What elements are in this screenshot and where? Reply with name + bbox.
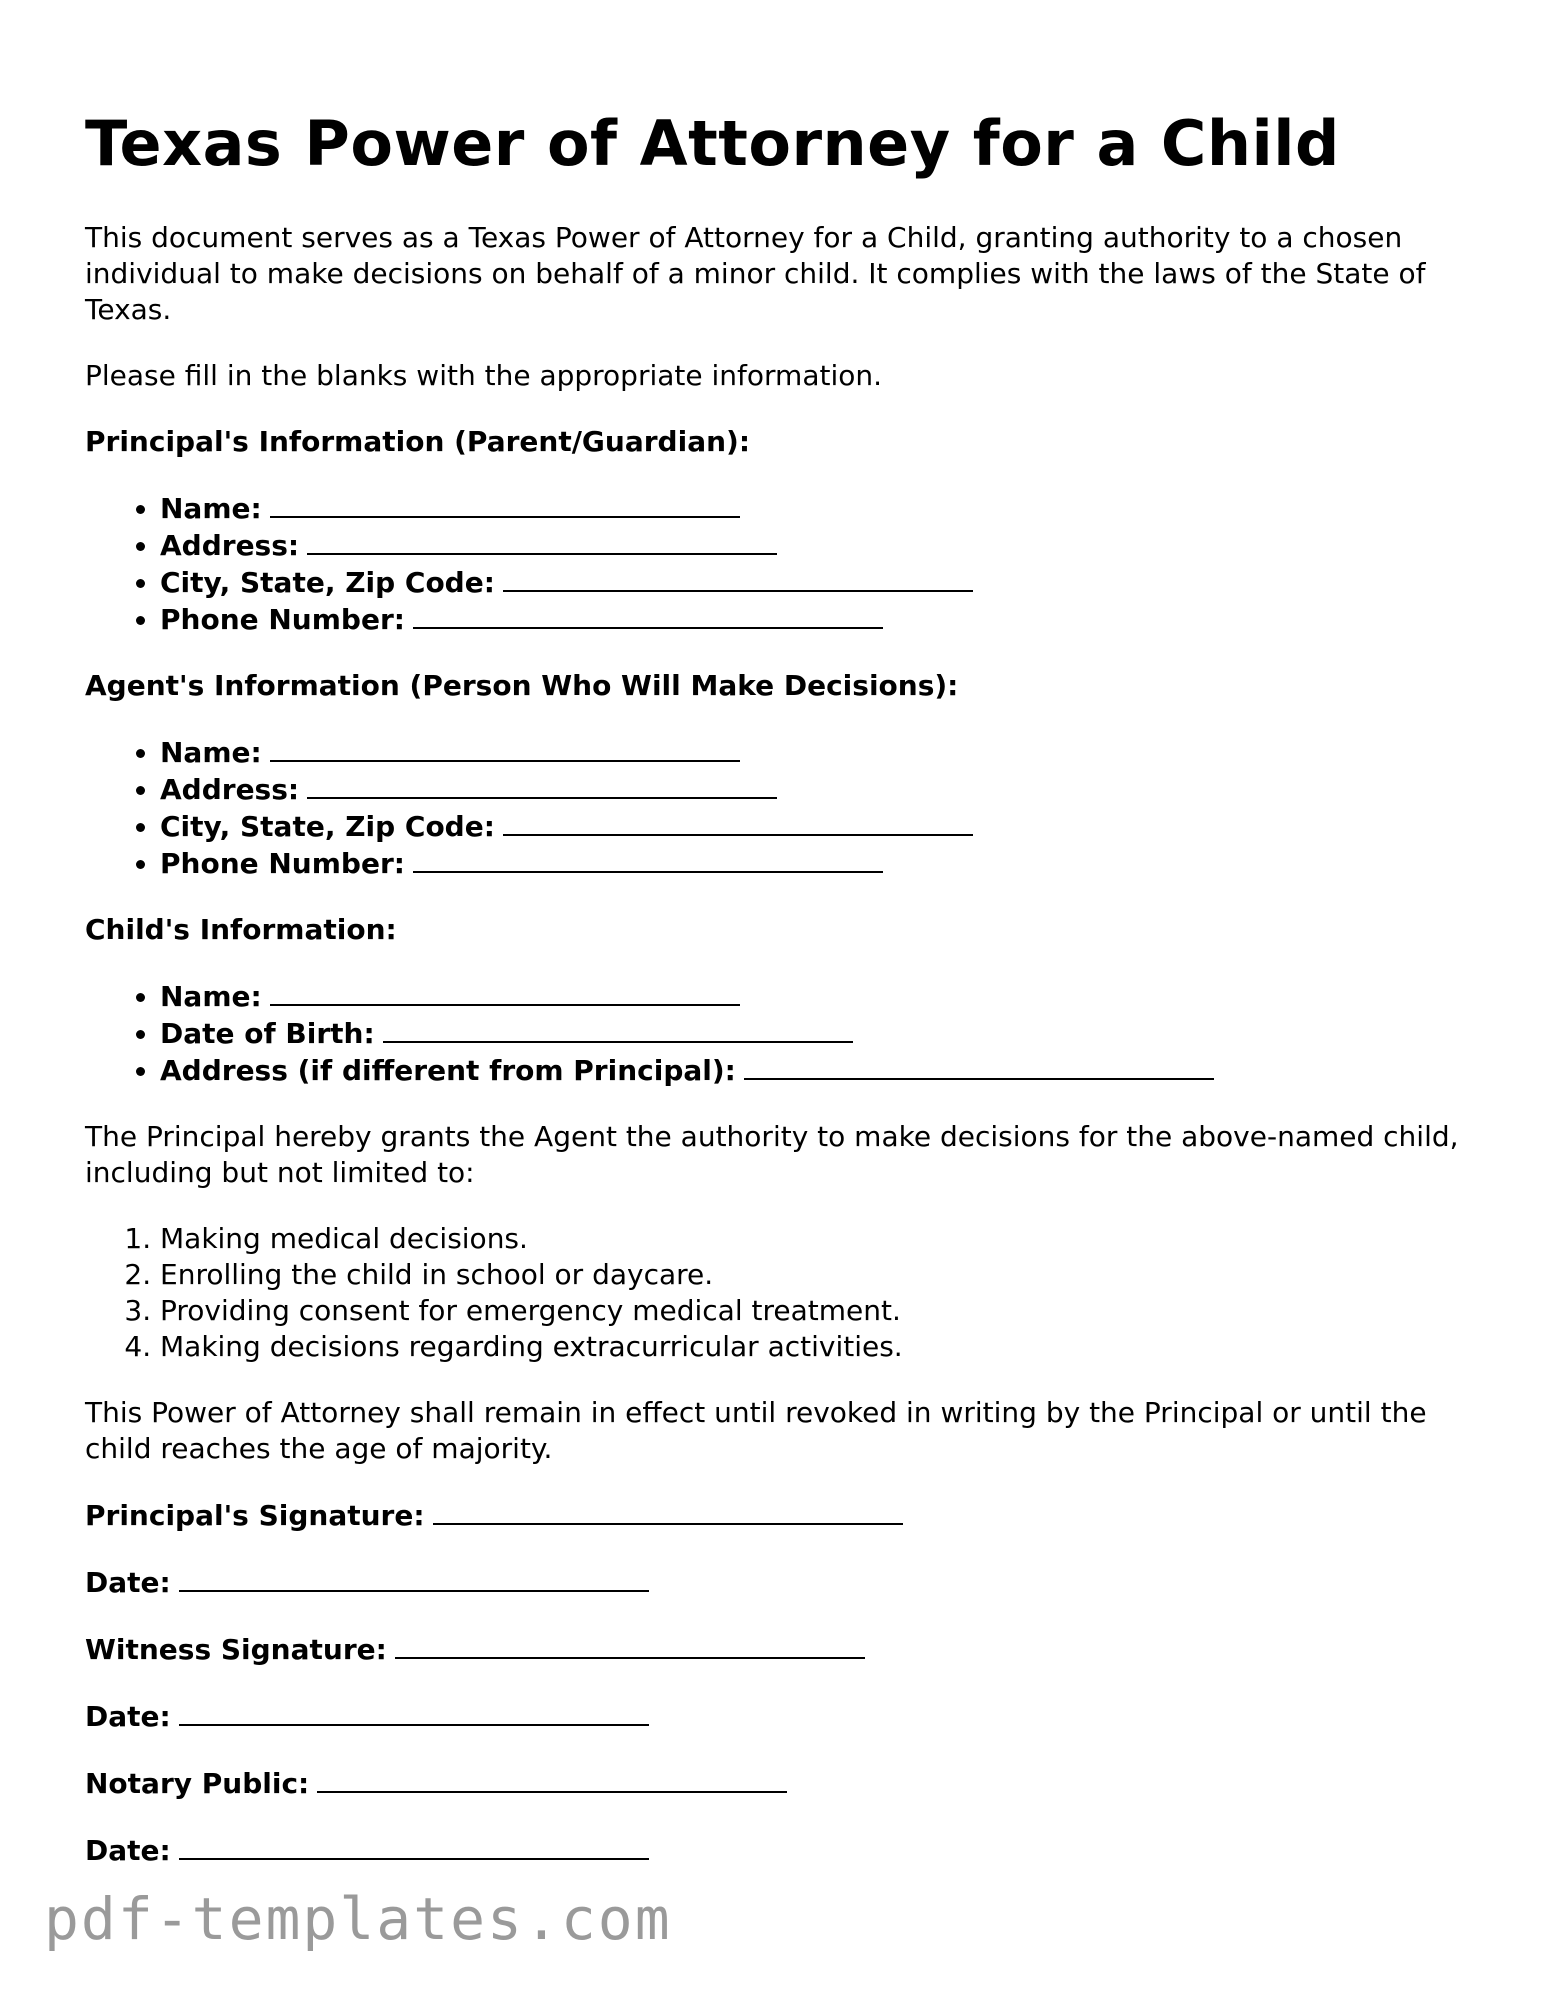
notary-public-blank[interactable] [317, 1765, 787, 1793]
principal-fields-list [85, 490, 1465, 638]
witness-date-blank[interactable] [179, 1698, 649, 1726]
power-item: 1. Making medical decisions. [160, 1221, 1465, 1257]
field-label: Name: [160, 736, 262, 769]
agent-phone-field [160, 845, 1465, 882]
principal-address-field [160, 527, 1465, 564]
agent-fields-list [85, 734, 1465, 882]
field-label: Address: [160, 773, 300, 806]
principal-signature-line [85, 1497, 1465, 1534]
signature-label: Date: [85, 1834, 171, 1867]
notary-date-line [85, 1832, 1465, 1869]
agent-name-field [160, 734, 1465, 771]
child-fields-list [85, 978, 1465, 1089]
agent-city-state-zip-field [160, 808, 1465, 845]
signature-label: Date: [85, 1566, 171, 1599]
child-dob-field [160, 1015, 1465, 1052]
witness-signature-line [85, 1631, 1465, 1668]
intro-paragraph: This document serves as a Texas Power of Attorney for a Child, granting authority to a chosen individual to make decisions on behalf of a minor child. It complies with the laws of the State of Texas. [85, 221, 1426, 326]
instruction-paragraph: Please fill in the blanks with the appropriate information. [85, 359, 883, 392]
signature-label: Principal's Signature: [85, 1499, 425, 1532]
watermark: pdf-templates.com [44, 1885, 672, 1953]
agent-address-field [160, 771, 1465, 808]
child-name-blank[interactable] [270, 978, 740, 1006]
field-label: Name: [160, 980, 262, 1013]
principal-city-state-zip-field [160, 564, 1465, 601]
document-title: Texas Power of Attorney for a Child [85, 107, 1340, 180]
principal-name-field [160, 490, 1465, 527]
field-label: Phone Number: [160, 603, 405, 636]
field-label: City, State, Zip Code: [160, 566, 495, 599]
agent-city-state-zip-blank[interactable] [503, 808, 973, 836]
field-label: Address (if different from Principal): [160, 1054, 736, 1087]
agent-address-blank[interactable] [307, 771, 777, 799]
field-label: City, State, Zip Code: [160, 810, 495, 843]
powers-list [85, 1221, 1465, 1365]
field-label: Address: [160, 529, 300, 562]
grant-paragraph: The Principal hereby grants the Agent the authority to make decisions for the above-named child, including but not limited to: [85, 1120, 1459, 1189]
duration-paragraph: This Power of Attorney shall remain in effect until revoked in writing by the Principal or until the child reaches the age of majority. [85, 1396, 1427, 1465]
principal-city-state-zip-blank[interactable] [503, 564, 973, 592]
power-item: 2. Enrolling the child in school or daycare. [160, 1257, 1465, 1293]
principal-date-line [85, 1564, 1465, 1601]
principal-phone-blank[interactable] [413, 601, 883, 629]
agent-section-heading: Agent's Information (Person Who Will Make Decisions): [85, 669, 959, 702]
field-label: Phone Number: [160, 847, 405, 880]
child-dob-blank[interactable] [383, 1015, 853, 1043]
principal-date-blank[interactable] [179, 1564, 649, 1592]
child-address-field [160, 1052, 1465, 1089]
principal-signature-blank[interactable] [433, 1497, 903, 1525]
field-label: Name: [160, 492, 262, 525]
witness-signature-blank[interactable] [395, 1631, 865, 1659]
witness-date-line [85, 1698, 1465, 1735]
principal-name-blank[interactable] [270, 490, 740, 518]
agent-name-blank[interactable] [270, 734, 740, 762]
field-label: Date of Birth: [160, 1017, 375, 1050]
child-name-field [160, 978, 1465, 1015]
signature-label: Witness Signature: [85, 1633, 387, 1666]
notary-public-line [85, 1765, 1465, 1802]
principal-phone-field [160, 601, 1465, 638]
signature-label: Date: [85, 1700, 171, 1733]
principal-section-heading: Principal's Information (Parent/Guardian): [85, 425, 751, 458]
notary-date-blank[interactable] [179, 1832, 649, 1860]
child-section-heading: Child's Information: [85, 913, 397, 946]
child-address-blank[interactable] [744, 1052, 1214, 1080]
principal-address-blank[interactable] [307, 527, 777, 555]
power-item: 3. Providing consent for emergency medical treatment. [160, 1293, 1465, 1329]
document-page [85, 104, 1465, 1869]
agent-phone-blank[interactable] [413, 845, 883, 873]
power-item: 4. Making decisions regarding extracurricular activities. [160, 1329, 1465, 1365]
signature-label: Notary Public: [85, 1767, 310, 1800]
